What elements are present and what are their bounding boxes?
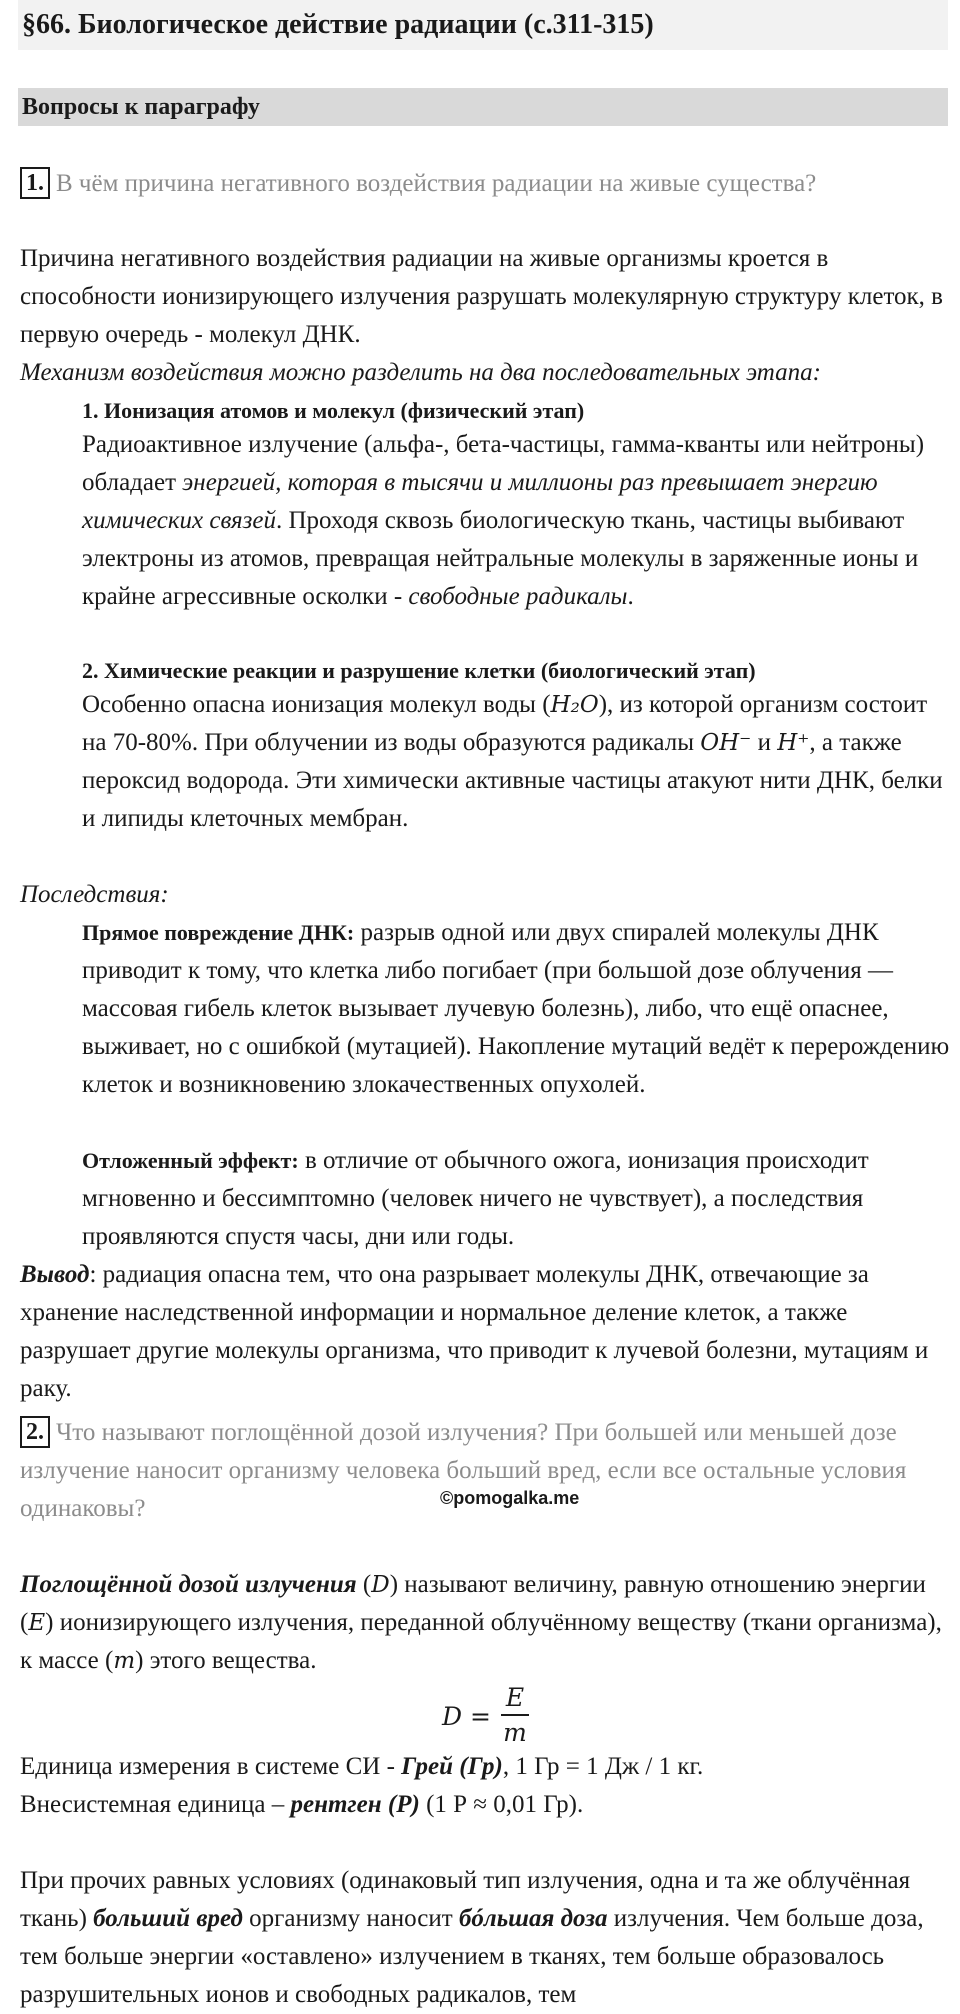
text-run: Внесистемная единица –	[20, 1791, 291, 1818]
watermark: ©pomogalka.me	[440, 1488, 580, 1508]
direct-damage-paragraph	[82, 914, 952, 1104]
text-run: разрыв одной или двух спиралей молекулы ДНК приводит к тому, что клетка либо погибает (при большой дозе облучения — массовая гибель клеток вызывает лучевую болезнь), либо, что ещё опаснее, выживает, но с ошибкой (мутацией). Накопление мутаций ведёт к перерождению клеток и возникновению злокачественных опухолей.	[82, 919, 950, 1098]
stage-1-paragraph	[82, 426, 952, 616]
question-text: Что называют поглощённой дозой излучения? При большей или меньшей дозе излучение наносит организму человека больший вред, если все остальные условия одинаковы?	[20, 1419, 907, 1522]
direct-damage-label: Прямое повреждение ДНК:	[82, 920, 355, 945]
text-run: , 1 Гр = 1 Дж / 1 кг.	[502, 1753, 704, 1780]
answer-intro: Причина негативного воздействия радиации на живые организмы кроется в способности ионизирующего излучения разрушать молекулярную структуру клеток, в первую очередь - молекул ДНК.	[20, 245, 943, 348]
symbol-d: D	[371, 1572, 390, 1598]
text-run: . Проходя сквозь биологическую ткань, частицы выбивают электроны из атомов, превращая нейтральные молекулы в заряженные ионы и крайне агрессивные осколки -	[82, 507, 919, 610]
text-run: ) ионизирующего излучения, переданной облучённому веществу (ткани организма), к массе (	[20, 1609, 942, 1674]
text-run: .	[627, 583, 634, 610]
text-run: ) называют величину, равную отношению энергии (	[20, 1571, 926, 1636]
text-run-italic: свободные радикалы	[408, 583, 628, 610]
text-run: При прочих равных условиях (одинаковый тип излучения, одна и та же облучённая ткань)	[20, 1867, 911, 1932]
text-run-italic: энергией, которая в тысячи и миллионы раз превышает энергию химических связей	[82, 469, 878, 534]
symbol-e: E	[28, 1610, 46, 1636]
formula-h: H⁺	[777, 730, 810, 756]
text-run: : радиация опасна тем, что она разрывает молекулы ДНК, отвечающие за хранение наследственной информации и нормальное деление клеток, а также разрушает другие молекулы организма, что приводит к лучевой болезни, мутациям и раку.	[20, 1261, 929, 1402]
emphasis-bigger-harm: больший вред	[93, 1905, 243, 1932]
question-text: В чём причина негативного воздействия радиации на живые существа?	[56, 170, 817, 197]
formula-water: H₂O	[550, 692, 599, 718]
dose-formula	[442, 1682, 542, 1752]
non-si-unit: рентген (Р)	[290, 1791, 420, 1818]
si-unit-line	[20, 1748, 950, 1786]
text-run: организму наносит	[242, 1905, 459, 1932]
text-run: в отличие от обычного ожога, ионизация происходит мгновенно и бессимптомно (человек ничего не чувствует), а последствия проявляются спустя часы, дни или годы.	[82, 1147, 869, 1250]
text-run: и	[751, 729, 778, 756]
answer-paragraph	[20, 1862, 950, 2014]
delayed-effect-paragraph	[82, 1142, 952, 1256]
text-run: Единица измерения в системе СИ -	[20, 1753, 402, 1780]
formula-denominator: m	[503, 1718, 527, 1747]
non-si-unit-line	[20, 1786, 950, 1824]
text-run: ) этого вещества.	[135, 1647, 317, 1674]
symbol-m: m	[113, 1648, 136, 1674]
question-number: 1.	[20, 167, 50, 199]
text-run: (1 Р ≈ 0,01 Гр).	[419, 1791, 584, 1818]
text-run: ), из которой организм состоит на 70-80%. При облучении из воды образуются радикалы	[82, 691, 928, 756]
formula-fraction	[500, 1682, 530, 1750]
formula-oh: OH⁻	[700, 730, 752, 756]
stage-1-heading: 1. Ионизация атомов и молекул (физический этап)	[82, 398, 585, 423]
stage-2-paragraph	[82, 686, 952, 838]
text-run: , а также пероксид водорода. Эти химически активные частицы атакуют нити ДНК, белки и липиды клеточных мембран.	[82, 729, 943, 832]
formula-numerator: E	[505, 1683, 525, 1712]
text-run: (	[356, 1571, 372, 1598]
delayed-effect-label: Отложенный эффект:	[82, 1148, 299, 1173]
text-run: излучения. Чем больше доза, тем больше энергии «оставлено» излучением в тканях, тем больше образовалось разрушительных ионов и свободных радикалов, тем	[20, 1905, 924, 2008]
text-run: Особенно опасна ионизация молекул воды (	[82, 691, 551, 718]
definition-term: Поглощённой дозой излучения	[20, 1571, 357, 1598]
conclusion-label: Вывод	[20, 1261, 90, 1288]
si-unit: Грей (Гр)	[401, 1753, 503, 1780]
formula-lhs: D =	[442, 1702, 491, 1731]
section-heading: Вопросы к параграфу	[18, 88, 948, 126]
emphasis-bigger-dose: бóльшая доза	[458, 1905, 608, 1932]
question-1	[20, 165, 950, 203]
stage-2-heading: 2. Химические реакции и разрушение клетки (биологический этап)	[82, 658, 756, 683]
text-run: Радиоактивное излучение (альфа-, бета-частицы, гамма-кванты или нейтроны) обладает	[82, 431, 925, 496]
consequences-label: Последствия:	[20, 881, 169, 908]
definition-paragraph	[20, 1566, 950, 1680]
question-2	[20, 1414, 950, 1528]
mechanism-line: Механизм воздействия можно разделить на два последовательных этапа:	[20, 359, 821, 386]
conclusion-paragraph	[20, 1256, 950, 1408]
page-title: §66. Биологическое действие радиации (с.311-315)	[18, 0, 948, 50]
question-number: 2.	[20, 1416, 50, 1448]
